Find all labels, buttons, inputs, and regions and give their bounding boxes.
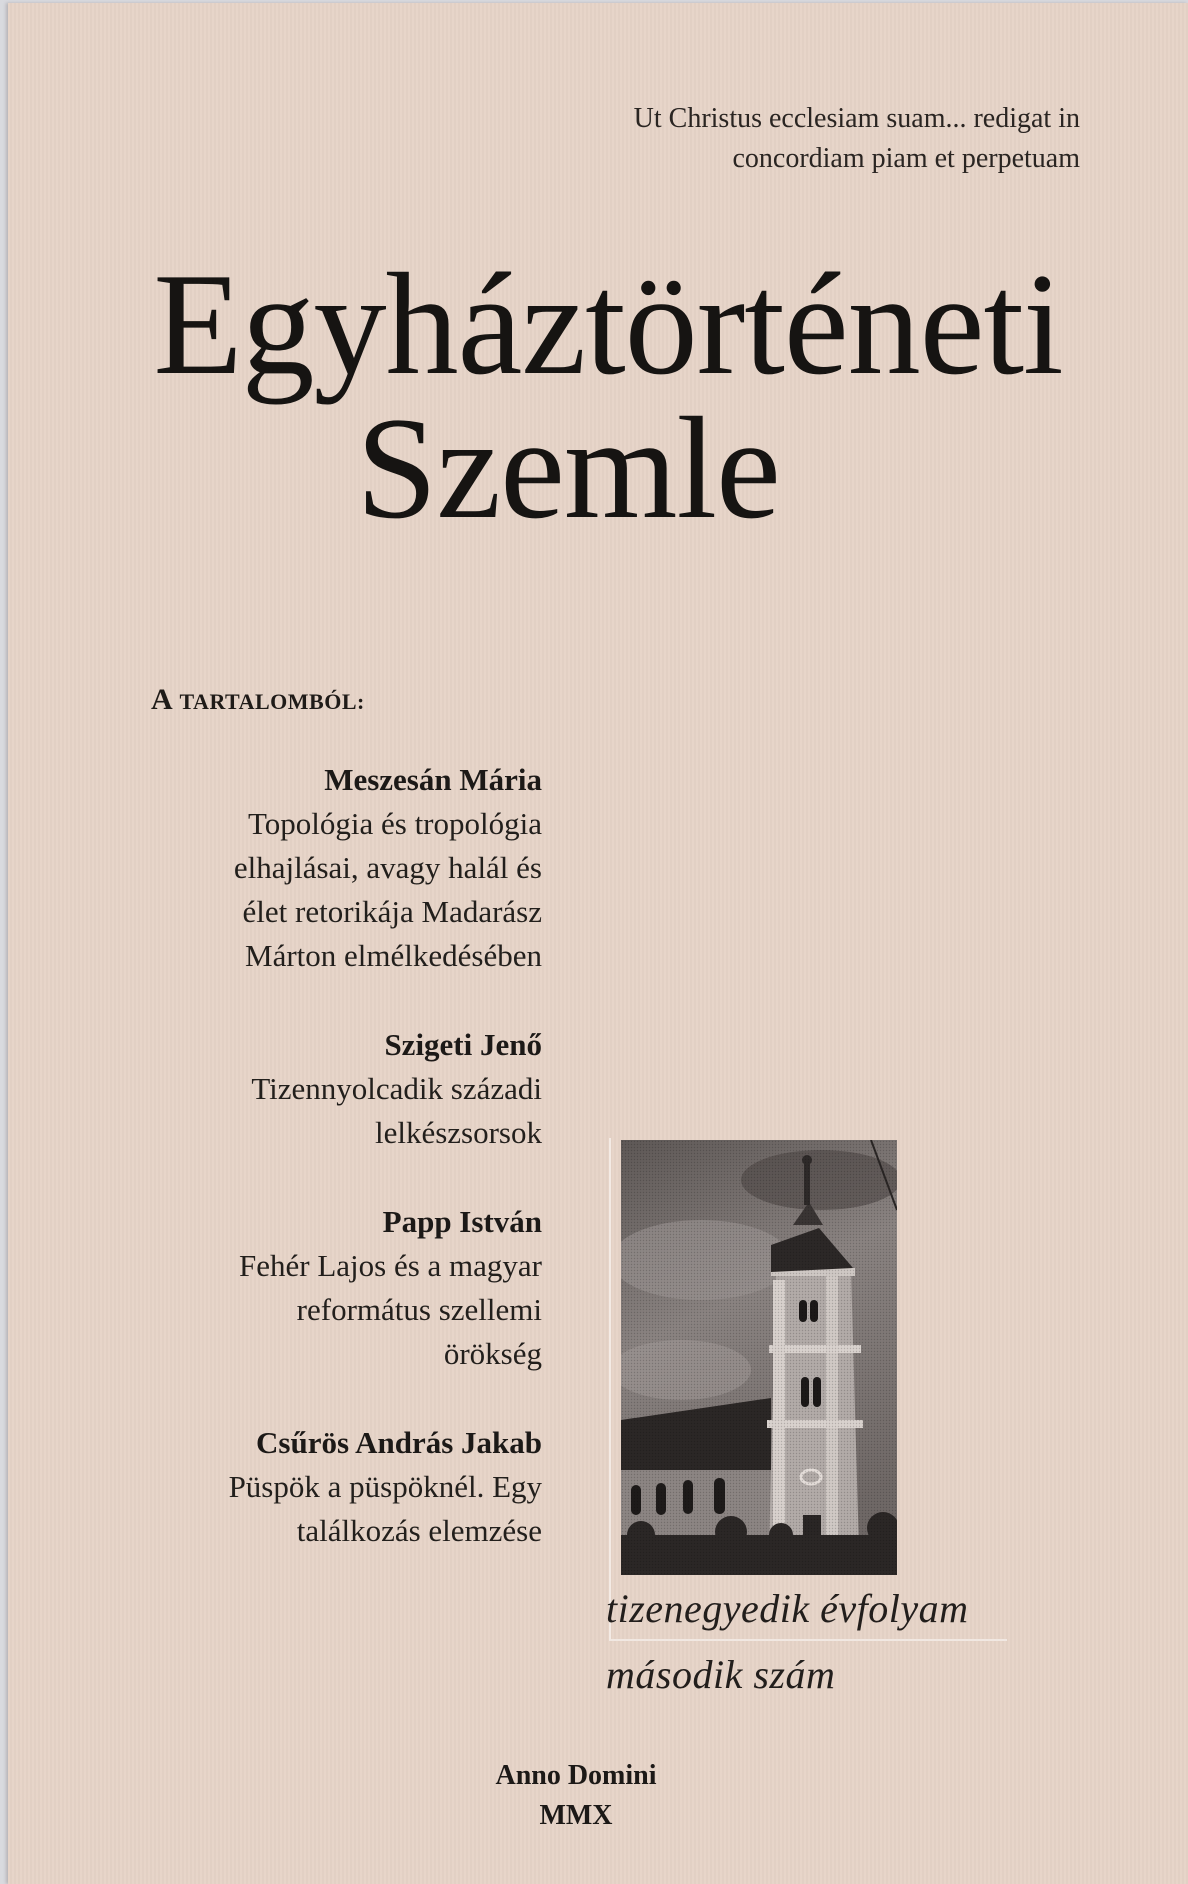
entry-title-line: lelkészsorsok [374,1115,542,1150]
church-photo [621,1140,897,1575]
entry-title-line: találkozás elemzése [296,1513,542,1548]
entry-title-line: református szellemi [296,1292,542,1327]
journal-cover [8,3,1188,1884]
motto-line-1: Ut Christus ecclesiam suam... redigat in [633,103,1080,134]
contents-heading-text: TARTALOMBÓL: [179,689,365,714]
entry-author: Meszesán Mária [324,762,542,797]
journal-title-line-2: Szemle [356,387,780,549]
entry-title-line: Topológia és tropológia [247,806,542,841]
entry-author: Szigeti Jenő [384,1027,542,1062]
toc-entry [102,1023,542,1155]
table-of-contents [102,758,542,1598]
toc-entry [102,758,542,978]
entry-title-line: Tizennyolcadik századi [251,1071,542,1106]
issue-number-label: második szám [606,1652,836,1697]
toc-entry [102,1200,542,1376]
volume-label: tizenegyedik évfolyam [606,1586,969,1631]
entry-title-line: Fehér Lajos és a magyar [239,1248,542,1283]
entry-title-line: Püspök a püspöknél. Egy [228,1469,542,1504]
toc-entry [102,1421,542,1553]
entry-author: Papp István [382,1204,542,1239]
journal-title-line-1: Egyháztörténeti [153,243,1063,405]
entry-title-line: örökség [443,1336,542,1371]
latin-motto [520,99,1080,179]
anno-domini: Anno Domini [495,1760,657,1791]
entry-title-line: élet retorikája Madarász [242,894,542,929]
church-tower-image [621,1140,897,1575]
motto-line-2: concordiam piam et perpetuam [732,143,1080,174]
entry-author: Csűrös András Jakab [256,1425,542,1460]
entry-title-line: elhajlásai, avagy halál és [233,850,542,885]
contents-heading [151,683,365,717]
publication-year: MMX [539,1800,613,1831]
contents-heading-initial: A [151,683,172,716]
entry-title-line: Márton elmélkedésében [245,938,542,973]
